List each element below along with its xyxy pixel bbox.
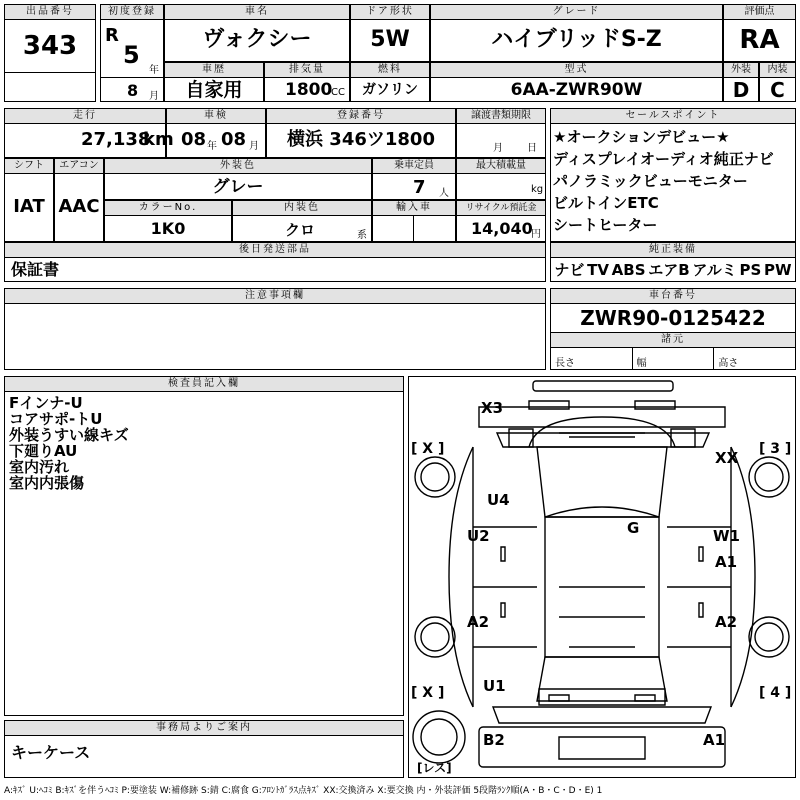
tire-rear-right: [ 4 ] xyxy=(759,685,792,701)
grade-box xyxy=(430,4,723,62)
width-label: 幅 xyxy=(632,348,714,370)
notes-content xyxy=(5,304,545,312)
history-label: 車歴 xyxy=(165,63,263,78)
model-box xyxy=(430,62,723,102)
recycle-box xyxy=(456,200,546,242)
sales-point: ディスプレイオーディオ純正ナビ xyxy=(553,150,774,168)
equip-item: アルミ xyxy=(692,261,737,279)
car-name: ヴォクシー xyxy=(202,27,312,52)
sales-point: パノラミックビューモニター xyxy=(553,172,748,190)
equipment-label: 純正装備 xyxy=(551,243,795,258)
mark-u1: U1 xyxy=(483,677,506,695)
mark-a1-bottom: A1 xyxy=(703,731,726,749)
score-label: 評価点 xyxy=(724,5,795,20)
later-parts-box xyxy=(4,242,546,282)
car-name-label: 車名 xyxy=(165,5,349,20)
ext-color-box xyxy=(104,158,372,200)
recycle-fee: 14,040 xyxy=(471,219,533,238)
grade: ハイブリッドS-Z xyxy=(491,27,662,52)
mark-a1-upper: A1 xyxy=(715,553,738,571)
length-label: 長さ xyxy=(555,358,575,369)
import-label: 輸入車 xyxy=(373,201,455,216)
equip-item: ABS xyxy=(611,261,646,279)
displacement-label: 排気量 xyxy=(265,63,349,78)
mark-a2-left: A2 xyxy=(467,613,490,631)
mark-a2-right: A2 xyxy=(715,613,738,631)
equip-item: エアB xyxy=(648,261,690,279)
interior-label: 内装 xyxy=(760,63,795,78)
door-label: ドア形状 xyxy=(351,5,429,20)
color-no-label: カラーNo. xyxy=(105,201,231,216)
later-parts-label: 後日発送部品 xyxy=(5,243,545,258)
fuel-box xyxy=(350,62,430,102)
equip-item: TV xyxy=(587,261,609,279)
shift-box xyxy=(4,158,54,242)
inspection-month-unit: 月 xyxy=(249,141,259,152)
recycle-label: リサイクル預託金 xyxy=(457,201,545,216)
chassis-label: 車台番号 xyxy=(551,289,795,304)
later-parts: 保証書 xyxy=(11,260,60,279)
max-load-unit: kg xyxy=(531,184,544,195)
damage-diagram xyxy=(408,376,796,778)
mileage-unit: km xyxy=(143,129,174,150)
max-load-box xyxy=(456,158,546,200)
inspector-line: 室内汚れ xyxy=(9,458,70,476)
door-type: 5W xyxy=(370,27,410,52)
mileage: 27,138 xyxy=(81,129,151,150)
exterior-grade: D xyxy=(732,78,750,102)
score: RA xyxy=(739,25,780,55)
office-label: 事務局よりご案内 xyxy=(5,721,403,736)
door-box xyxy=(350,4,430,62)
grade-label: グレード xyxy=(431,5,722,20)
history: 自家用 xyxy=(185,79,243,101)
interior-box xyxy=(759,62,796,102)
transfer-label: 譲渡書類期限 xyxy=(457,109,545,124)
inspector-box xyxy=(4,376,404,716)
mark-w1: W1 xyxy=(713,527,740,545)
equip-item: PW xyxy=(764,261,792,279)
displacement-box xyxy=(264,62,350,102)
reg-no-label: 登録番号 xyxy=(267,109,455,124)
inspector-label: 検査員記入欄 xyxy=(5,377,403,392)
recycle-unit: 円 xyxy=(531,229,541,240)
int-color-box xyxy=(232,200,372,242)
inspector-line: 下廻りAU xyxy=(9,442,78,460)
ac-box xyxy=(54,158,104,242)
inspector-line: 外装うすい線キズ xyxy=(9,426,129,444)
transfer-day-unit: 日 xyxy=(527,143,537,154)
mark-b2: B2 xyxy=(483,731,505,749)
mark-x3: X3 xyxy=(481,399,504,417)
displacement-unit: CC xyxy=(331,87,345,98)
tire-front-right: [ 3 ] xyxy=(759,441,792,457)
int-color-unit: 系 xyxy=(357,230,367,241)
shift: IAT xyxy=(13,196,45,217)
equipment-list xyxy=(551,258,795,282)
inspection-month: 08 xyxy=(221,129,247,150)
model-code: 6AA-ZWR90W xyxy=(510,80,643,100)
mileage-label: 走行 xyxy=(5,109,165,124)
exterior-box xyxy=(723,62,759,102)
reg-year: 5 xyxy=(123,41,140,69)
displacement: 1800 xyxy=(285,80,333,100)
inspector-line: 室内内張傷 xyxy=(9,474,85,492)
sales-point: シートヒーター xyxy=(553,216,658,234)
capacity-box xyxy=(372,158,456,200)
mark-xx: XX xyxy=(715,449,739,467)
exterior-label: 外装 xyxy=(724,63,758,78)
transfer-box xyxy=(456,108,546,158)
transfer-month-unit: 月 xyxy=(493,143,503,154)
office-note: キーケース xyxy=(11,743,91,762)
chassis-box xyxy=(550,288,796,370)
capacity: 7 xyxy=(413,177,426,198)
int-color: クロ xyxy=(285,221,316,239)
tire-front-left: [ X ] xyxy=(411,441,445,457)
fuel-label: 燃料 xyxy=(351,63,429,78)
sales-points-box xyxy=(550,108,796,242)
reg-month: 8 xyxy=(127,81,139,100)
specs-label: 諸元 xyxy=(551,333,795,348)
notes-label: 注意事項欄 xyxy=(5,289,545,304)
height-label: 高さ xyxy=(713,348,795,370)
spare-tire-label: [レス] xyxy=(417,761,452,775)
lot-label: 出品番号 xyxy=(5,5,95,20)
lot-number: 343 xyxy=(22,31,78,61)
year-unit: 年 xyxy=(149,65,159,76)
inspection-box xyxy=(166,108,266,158)
office-box xyxy=(4,720,404,778)
max-load-label: 最大積載量 xyxy=(457,159,545,174)
registration-no-box xyxy=(266,108,456,158)
int-color-label: 内装色 xyxy=(233,201,371,216)
month-unit: 月 xyxy=(149,91,159,102)
color-no-box xyxy=(104,200,232,242)
inspection-year: 08 xyxy=(181,129,207,150)
mileage-box xyxy=(4,108,174,158)
reg-no: 横浜 346ツ1800 xyxy=(287,129,435,150)
era: R xyxy=(105,25,119,46)
sales-point: ★オークションデビュー★ xyxy=(553,128,730,146)
notes-box xyxy=(4,288,546,370)
ext-color-label: 外装色 xyxy=(105,159,371,174)
fuel: ガソリン xyxy=(362,82,418,98)
color-no: 1K0 xyxy=(150,219,186,238)
capacity-unit: 人 xyxy=(439,188,449,199)
car-outline xyxy=(409,377,795,777)
sales-point: ビルトインETC xyxy=(553,194,659,212)
mark-g: G xyxy=(627,519,640,537)
mark-u2: U2 xyxy=(467,527,490,545)
first-registration-box xyxy=(100,4,164,102)
tire-rear-left: [ X ] xyxy=(411,685,445,701)
interior-grade: C xyxy=(770,78,785,102)
legend: A:ｷｽﾞ U:ﾍｺﾐ B:ｷｽﾞを伴うﾍｺﾐ P:要塗装 W:補修跡 S:錆 C:腐食 G:ﾌﾛﾝﾄｶﾞﾗｽ点ｷｽﾞ XX:交換済み X:要交換 内・外装評価 5段階ﾗﾝｸ順(A・B・C・D・E) 1 xyxy=(4,786,603,796)
inspector-line: コアサポ-トU xyxy=(9,410,103,428)
car-name-box xyxy=(164,4,350,62)
chassis-number: ZWR90-0125422 xyxy=(551,304,795,333)
equipment-box xyxy=(550,242,796,282)
lot-box xyxy=(4,4,96,102)
mark-u4: U4 xyxy=(487,491,510,509)
equip-item: ナビ xyxy=(554,261,585,279)
inspection-label: 車検 xyxy=(167,109,265,124)
capacity-label: 乗車定員 xyxy=(373,159,455,174)
score-box xyxy=(723,4,796,62)
model-label: 型式 xyxy=(431,63,722,78)
ext-color: グレー xyxy=(212,177,264,197)
history-box xyxy=(164,62,264,102)
equip-item: PS xyxy=(739,261,762,279)
inspection-year-unit: 年 xyxy=(207,141,217,152)
import-box xyxy=(372,200,456,242)
ac: AAC xyxy=(58,196,100,217)
ac-label: エアコン xyxy=(55,159,103,174)
inspector-line: Fインナ-U xyxy=(9,394,83,412)
shift-label: シフト xyxy=(5,159,53,174)
sales-points-label: セールスポイント xyxy=(551,109,795,124)
first-reg-label: 初度登録 xyxy=(101,5,163,20)
